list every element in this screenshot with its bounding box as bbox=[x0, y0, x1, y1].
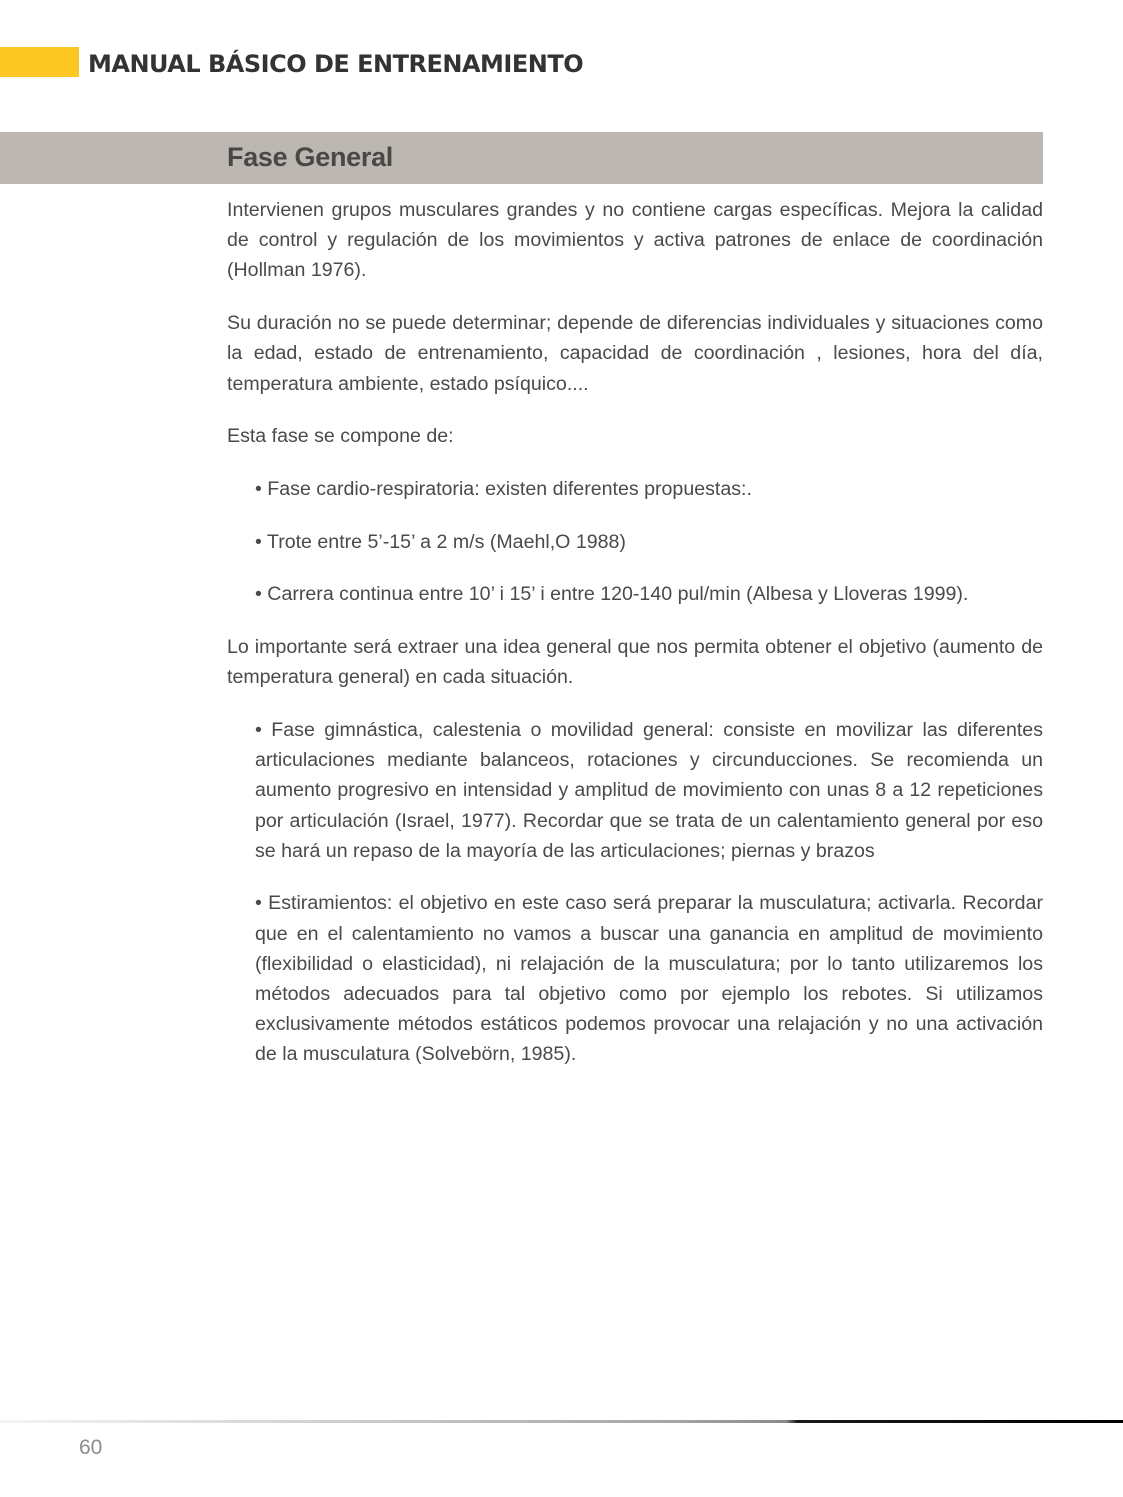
page-number: 60 bbox=[79, 1436, 103, 1459]
body-text bbox=[227, 195, 1043, 1092]
paragraph: Lo importante será extraer una idea general que nos permita obtener el objetivo (aumento de temperatura general) en cada situación. bbox=[227, 636, 1043, 689]
section-title-band bbox=[0, 132, 1043, 184]
bullet-item: • Estiramientos: el objetivo en este caso será preparar la musculatura; activarla. Recordar que en el calentamiento no vamos a buscar una ganancia en amplitud de movimiento (flexibilidad o elasticidad), ni relajación de la musculatura; por lo tanto utilizaremos los métodos adecuados para tal objetivo como por ejemplo los rebotes. Si utilizamos exclusivamente métodos estáticos podemos provocar una relajación y no una activación de la musculatura (Solvebörn, 1985). bbox=[255, 892, 1043, 1066]
bullet-item: • Carrera continua entre 10’ i 15’ i entre 120-140 pul/min (Albesa y Lloveras 1999). bbox=[255, 583, 969, 606]
bullet-item: • Fase cardio-respiratoria: existen diferentes propuestas:. bbox=[255, 477, 752, 500]
paragraph: Esta fase se compone de: bbox=[227, 425, 454, 448]
running-header: MANUAL BÁSICO DE ENTRENAMIENTO bbox=[88, 50, 584, 78]
footer-rule bbox=[0, 1420, 1123, 1423]
paragraph: Su duración no se puede determinar; depende de diferencias individuales y situaciones como la edad, estado de entrenamiento, capacidad de coordinación , lesiones, hora del día, temperatura ambiente, estado psíquico.... bbox=[227, 312, 1043, 395]
bullet-item: • Fase gimnástica, calestenia o movilidad general: consiste en movilizar las diferentes articulaciones mediante balanceos, rotaciones y circunducciones. Se recomienda un aumento progresivo en intensidad y amplitud de movimiento con unas 8 a 12 repeticiones por articulación (Israel, 1977). Recordar que se trata de un calentamiento general por eso se hará un repaso de la mayoría de las articulaciones; piernas y brazos bbox=[255, 718, 1043, 862]
section-title: Fase General bbox=[227, 142, 393, 172]
bullet-item: • Trote entre 5’-15’ a 2 m/s (Maehl,O 1988) bbox=[255, 530, 626, 553]
header-accent-bar bbox=[0, 47, 79, 77]
paragraph: Intervienen grupos musculares grandes y no contiene cargas específicas. Mejora la calidad de control y regulación de los movimientos y activa patrones de enlace de coordinación (Hollman 1976). bbox=[227, 199, 1043, 282]
